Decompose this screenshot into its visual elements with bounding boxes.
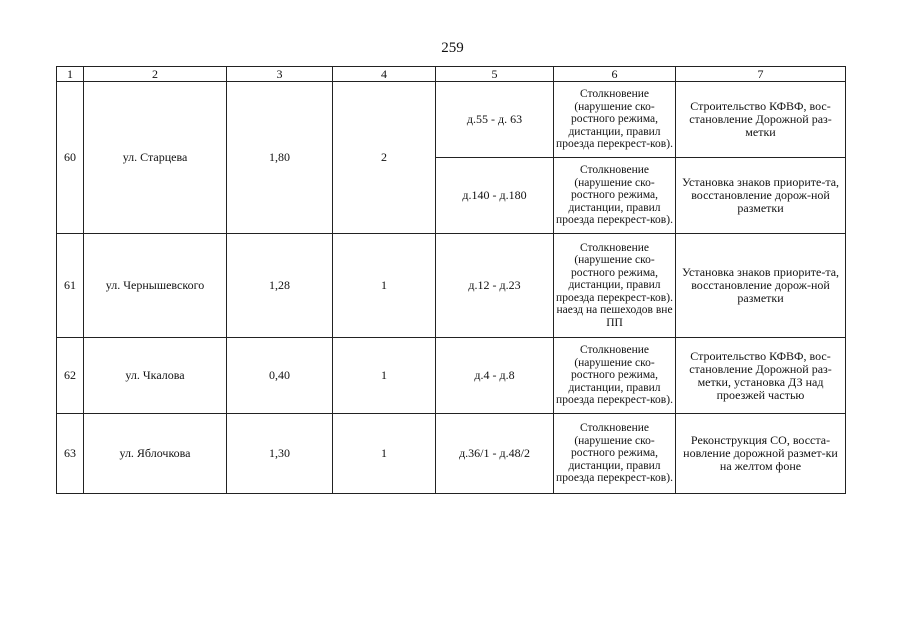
header-row	[57, 67, 846, 82]
accident-cause: Столкновение (нарушение ско-ростного режима, дистанции, правил проезда перекрест-ков). наезд на пешеходов вне ПП	[554, 234, 676, 338]
row-number: 62	[57, 338, 84, 414]
page-number: 259	[441, 40, 464, 56]
count-value: 1	[333, 234, 436, 338]
street-name: ул. Яблочкова	[84, 414, 227, 494]
street-name: ул. Чкалова	[84, 338, 227, 414]
measures: Строительство КФВФ, вос-становление Дорожной раз-метки, установка ДЗ над проезжей частью	[676, 338, 846, 414]
accident-cause: Столкновение (нарушение ско-ростного режима, дистанции, правил проезда перекрест-ков).	[554, 414, 676, 494]
column-header-6: 6	[554, 67, 676, 82]
section-range: д.36/1 - д.48/2	[436, 414, 554, 494]
length-value: 0,40	[227, 338, 333, 414]
column-header-3: 3	[227, 67, 333, 82]
length-value: 1,30	[227, 414, 333, 494]
street-name: ул. Старцева	[84, 82, 227, 234]
row-number: 63	[57, 414, 84, 494]
table-row	[57, 338, 846, 414]
length-value: 1,80	[227, 82, 333, 234]
section-range: д.4 - д.8	[436, 338, 554, 414]
accident-sites-table	[56, 66, 846, 494]
count-value: 1	[333, 338, 436, 414]
accident-cause: Столкновение (нарушение ско-ростного режима, дистанции, правил проезда перекрест-ков).	[554, 158, 676, 234]
table-row	[57, 414, 846, 494]
section-range: д.140 - д.180	[436, 158, 554, 234]
table-row	[57, 82, 846, 158]
section-range: д.55 - д. 63	[436, 82, 554, 158]
table-row	[57, 234, 846, 338]
column-header-2: 2	[84, 67, 227, 82]
section-range: д.12 - д.23	[436, 234, 554, 338]
count-value: 1	[333, 414, 436, 494]
accident-cause: Столкновение (нарушение ско-ростного режима, дистанции, правил проезда перекрест-ков).	[554, 338, 676, 414]
street-name: ул. Чернышевского	[84, 234, 227, 338]
length-value: 1,28	[227, 234, 333, 338]
measures: Строительство КФВФ, вос-становление Дорожной раз-метки	[676, 82, 846, 158]
measures: Установка знаков приорите-та, восстановление дорож-ной разметки	[676, 234, 846, 338]
column-header-7: 7	[676, 67, 846, 82]
accident-cause: Столкновение (нарушение ско-ростного режима, дистанции, правил проезда перекрест-ков).	[554, 82, 676, 158]
row-number: 61	[57, 234, 84, 338]
column-header-5: 5	[436, 67, 554, 82]
row-number: 60	[57, 82, 84, 234]
column-header-4: 4	[333, 67, 436, 82]
measures: Реконструкция СО, восста-новление дорожной размет-ки на желтом фоне	[676, 414, 846, 494]
column-header-1: 1	[57, 67, 84, 82]
count-value: 2	[333, 82, 436, 234]
measures: Установка знаков приорите-та, восстановление дорож-ной разметки	[676, 158, 846, 234]
